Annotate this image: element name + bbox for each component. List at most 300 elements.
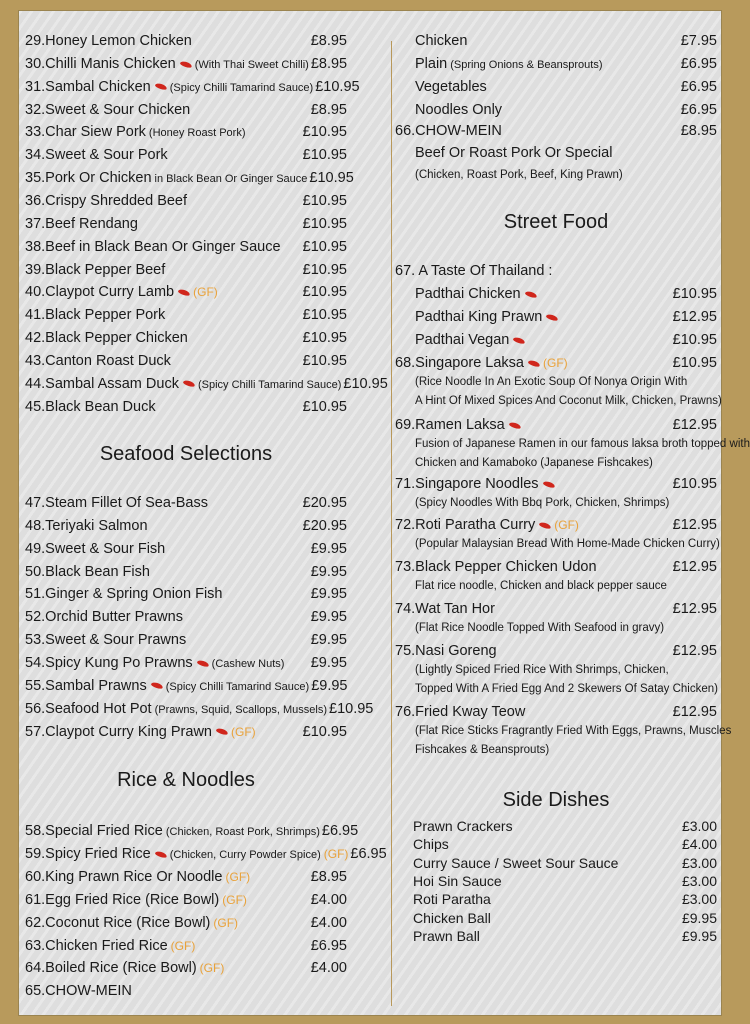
- item-name: [25, 397, 301, 417]
- menu-item: [415, 330, 717, 350]
- menu-item: [415, 307, 717, 327]
- item-price: £12.95: [672, 517, 717, 533]
- item-name: [25, 282, 301, 302]
- item-name: [25, 958, 309, 978]
- gluten-free-tag: (GF): [323, 846, 349, 861]
- item-name: [25, 493, 301, 513]
- chili-icon: [196, 659, 209, 667]
- menu-item: [25, 191, 347, 211]
- item-name: [25, 913, 309, 933]
- gluten-free-tag: (GF): [193, 285, 218, 300]
- item-name: [25, 630, 309, 650]
- item-price: £10.95: [302, 215, 347, 232]
- item-name: [415, 77, 679, 97]
- item-title: Ramen Laksa: [415, 417, 505, 433]
- column-divider: [391, 41, 392, 1006]
- item-price: £10.95: [309, 170, 354, 187]
- item66-line-text: Beef Or Roast Pork Or Special: [415, 145, 613, 161]
- item-number: 60.: [25, 868, 46, 885]
- item-title: Sweet & Sour Fish: [45, 540, 166, 557]
- menu-item: [415, 100, 717, 120]
- chili-icon: [216, 727, 229, 735]
- menu-item: [395, 599, 717, 619]
- item-price: £9.95: [310, 586, 347, 603]
- item-title: Canton Roast Duck: [45, 352, 171, 369]
- item-price: £12.95: [672, 601, 717, 617]
- menu-item: [395, 702, 717, 722]
- item-name: [25, 821, 320, 842]
- item-title: Steam Fillet Of Sea-Bass: [45, 495, 208, 511]
- item-title: Sweet & Sour Chicken: [45, 101, 191, 118]
- item-price: £10.95: [302, 723, 347, 740]
- item-price: £8.95: [310, 868, 347, 885]
- item-note: (Prawns, Squid, Scallops, Mussels): [154, 703, 327, 716]
- item-description: Fusion of Japanese Ramen in our famous laksa broth topped with: [415, 438, 750, 450]
- item-price: £6.95: [680, 78, 717, 95]
- item-price: £9.95: [310, 609, 347, 626]
- item-number: 44.: [25, 375, 46, 392]
- side-dish-name: Hoi Sin Sauce: [413, 872, 502, 889]
- item-number: 29.: [25, 33, 46, 49]
- item-title: Spicy Kung Po Prawns: [45, 654, 193, 671]
- item-price: £6.95: [680, 55, 717, 72]
- item-title: Char Siew Pork: [45, 124, 146, 141]
- item-title: Black Pepper Pork: [45, 307, 166, 324]
- item-title: CHOW-MEIN: [45, 983, 132, 1000]
- item-number: 38.: [25, 238, 46, 255]
- side-dish-item: [413, 927, 717, 945]
- item-price: £6.95: [350, 845, 387, 862]
- menu-page: [18, 10, 750, 1016]
- item-name: [395, 599, 671, 619]
- item-number: 64.: [25, 960, 46, 977]
- item-number: 72.: [395, 517, 416, 533]
- item-number: 50.: [25, 563, 46, 580]
- item-name: [25, 191, 301, 211]
- item-number: 51.: [25, 586, 46, 603]
- item-number: 59.: [25, 845, 46, 862]
- item-number: 76.: [395, 704, 416, 720]
- item-number: 48.: [25, 517, 46, 534]
- item-description: Fishcakes & Beansprouts): [415, 744, 550, 756]
- item-number: 39.: [25, 261, 46, 278]
- item-number: 33.: [25, 124, 46, 141]
- item-name: [25, 981, 345, 1001]
- item-title: Honey Lemon Chicken: [45, 33, 192, 49]
- item-price: £9.95: [310, 563, 347, 580]
- side-dish-name: Prawn Crackers: [413, 818, 513, 834]
- side-dish-price: £4.00: [681, 836, 717, 853]
- item-title: Chilli Manis Chicken: [45, 55, 176, 72]
- chili-icon: [154, 850, 167, 858]
- chili-icon: [150, 682, 163, 690]
- item-name: [25, 237, 301, 257]
- menu-item: [25, 100, 347, 120]
- item-title: Ginger & Spring Onion Fish: [45, 586, 223, 603]
- item-title: Black Pepper Chicken: [45, 330, 188, 347]
- item-title: Sambal Assam Duck: [45, 375, 179, 392]
- item-title: Nasi Goreng: [415, 643, 497, 659]
- item-number: 53.: [25, 632, 46, 649]
- item-name: [395, 641, 671, 661]
- item-number: 40.: [25, 284, 46, 301]
- item-name: [25, 54, 309, 75]
- gluten-free-tag: (GF): [225, 869, 251, 884]
- item-price: £10.95: [672, 332, 717, 348]
- item-name: [395, 474, 671, 494]
- item-name: [25, 890, 309, 910]
- menu-item: [25, 722, 347, 742]
- side-dish-item: [413, 835, 717, 853]
- item66-line: [415, 143, 717, 163]
- item-name: [415, 284, 671, 304]
- item-price: £12.95: [672, 559, 717, 575]
- menu-item: [25, 981, 347, 1001]
- menu-item: [395, 557, 717, 577]
- item-description: (Lightly Spiced Fried Rice With Shrimps, Chicken,: [415, 664, 669, 676]
- gluten-free-tag: (GF): [231, 724, 256, 739]
- item-description: A Hint Of Mixed Spices And Coconut Milk, Chicken, Prawns): [415, 395, 722, 407]
- menu-item: [25, 77, 360, 97]
- item-price: £10.95: [672, 355, 717, 371]
- street-food-heading: Street Food: [503, 211, 609, 233]
- item-name: [25, 31, 309, 51]
- item-name: [395, 353, 671, 373]
- menu-item: [395, 474, 717, 494]
- side-dishes-heading: Side Dishes: [502, 789, 610, 811]
- item-price: £10.95: [672, 286, 717, 302]
- menu-item: [25, 676, 347, 696]
- item-title: Beef Rendang: [45, 215, 138, 232]
- item-number: 41.: [25, 307, 46, 324]
- item-title: Singapore Laksa: [415, 355, 524, 371]
- item-price: £10.95: [302, 352, 347, 369]
- item-price: £8.95: [310, 101, 347, 118]
- item-name: [395, 121, 679, 141]
- chili-icon: [178, 288, 191, 296]
- item-number: 31.: [25, 78, 46, 95]
- item-note: (Honey Roast Pork): [148, 127, 246, 140]
- menu-item: [415, 31, 717, 51]
- item-number: 73.: [395, 559, 416, 575]
- item-number: 30.: [25, 55, 46, 72]
- item-name: [25, 844, 348, 865]
- item-note: in Black Bean Or Ginger Sauce: [154, 173, 308, 186]
- side-dish-name: Prawn Ball: [413, 927, 480, 944]
- item-note: (Cashew Nuts): [211, 657, 285, 670]
- item-title: Teriyaki Salmon: [45, 517, 148, 534]
- menu-item: [25, 493, 347, 513]
- item-number: 71.: [395, 476, 416, 492]
- item-price: £8.95: [310, 55, 348, 72]
- item-description: (Rice Noodle In An Exotic Soup Of Nonya Origin With: [415, 376, 688, 388]
- item-name: [25, 562, 309, 582]
- item-title: Claypot Curry Lamb: [45, 284, 175, 301]
- item67-text: 67. A Taste Of Thailand :: [395, 263, 553, 279]
- chili-icon: [179, 60, 192, 68]
- item-title: Roti Paratha Curry: [415, 517, 536, 533]
- item-number: 58.: [25, 823, 46, 839]
- item-title: Wat Tan Hor: [415, 601, 495, 617]
- item-price: £10.95: [302, 307, 347, 324]
- item-description: (Popular Malaysian Bread With Home-Made Chicken Curry): [415, 538, 720, 550]
- item-price: £10.95: [302, 192, 347, 209]
- side-dish-price: £3.00: [681, 854, 717, 871]
- menu-item: [25, 282, 347, 302]
- item-name: [25, 260, 301, 280]
- item-name: [415, 54, 679, 75]
- item-name: [25, 214, 301, 234]
- item-title: Padthai Chicken: [415, 286, 521, 302]
- menu-item: [25, 607, 347, 627]
- item-name: [415, 330, 671, 350]
- item-title: Singapore Noodles: [415, 476, 539, 492]
- item-price: £10.95: [302, 261, 347, 278]
- item-title: Crispy Shredded Beef: [45, 192, 188, 209]
- menu-item: [25, 584, 347, 604]
- item-name: [25, 122, 301, 143]
- item-title: Spicy Fried Rice: [45, 845, 151, 862]
- item-title: Sambal Chicken: [45, 78, 151, 95]
- side-dish-item: [413, 817, 717, 835]
- item-name: [395, 557, 671, 577]
- side-dish-price: £3.00: [681, 891, 717, 908]
- gluten-free-tag: (GF): [199, 961, 225, 976]
- item-number: 75.: [395, 643, 416, 659]
- item-name: [25, 699, 327, 720]
- item-name: [25, 676, 309, 697]
- item-price: £10.95: [329, 700, 374, 717]
- side-dish-name: Chicken Ball: [413, 909, 491, 926]
- item-name: [25, 305, 301, 325]
- item-name: [25, 936, 309, 956]
- chili-icon: [182, 380, 195, 388]
- item-description: Topped With A Fried Egg And 2 Skewers Of Satay Chicken): [415, 683, 718, 695]
- item-title: Black Bean Fish: [45, 563, 150, 580]
- item-price: £6.95: [321, 823, 359, 839]
- chili-icon: [154, 83, 167, 91]
- item-note: (Chicken, Roast Pork, Shrimps): [165, 826, 320, 838]
- item-name: [25, 328, 301, 348]
- item-title: Vegetables: [415, 78, 487, 95]
- item-note: (Spicy Chilli Tamarind Sauce): [165, 680, 310, 693]
- item-title: Boiled Rice (Rice Bowl): [45, 960, 197, 977]
- menu-item: [395, 515, 717, 535]
- menu-item: [25, 168, 354, 188]
- item-price: £4.00: [310, 891, 347, 908]
- item-note: (Spicy Chilli Tamarind Sauce): [169, 81, 314, 94]
- item-title: Special Fried Rice: [45, 823, 163, 839]
- item-title: Chicken Fried Rice: [45, 937, 168, 954]
- menu-item: [25, 397, 347, 417]
- menu-item: [25, 122, 347, 142]
- menu-item: [25, 844, 387, 864]
- menu-item: [25, 54, 347, 74]
- item-number: 68.: [395, 355, 416, 371]
- gluten-free-tag: (GF): [554, 518, 579, 532]
- item-name: [25, 539, 309, 559]
- side-dish-price: £9.95: [681, 927, 717, 944]
- menu-item: [25, 516, 347, 536]
- item66-note: (Chicken, Roast Pork, Beef, King Prawn): [415, 169, 623, 181]
- side-dish-item: [413, 890, 717, 908]
- item-name: [415, 307, 671, 327]
- item-name: [25, 584, 309, 604]
- chili-icon: [513, 336, 526, 344]
- menu-item: [25, 821, 359, 841]
- seafood-heading: Seafood Selections: [99, 443, 273, 465]
- item-price: £10.95: [672, 476, 717, 492]
- item-price: £9.95: [310, 654, 347, 671]
- gluten-free-tag: (GF): [543, 356, 568, 370]
- item-name: [415, 100, 679, 120]
- rice-noodles-heading: Rice & Noodles: [117, 769, 255, 791]
- item-title: Sweet & Sour Pork: [45, 147, 168, 164]
- gluten-free-tag: (GF): [222, 892, 247, 907]
- item-number: 63.: [25, 937, 46, 954]
- item-name: [395, 415, 671, 435]
- menu-item: [415, 284, 717, 304]
- side-dish-name: Roti Paratha: [413, 891, 491, 908]
- menu-item: [25, 890, 347, 910]
- item-number: 37.: [25, 215, 46, 232]
- menu-item: [395, 415, 717, 435]
- gluten-free-tag: (GF): [213, 915, 239, 930]
- side-dish-item: [413, 909, 717, 927]
- menu-item: [25, 374, 388, 394]
- item-price: £10.95: [315, 78, 360, 95]
- menu-item: [25, 305, 347, 325]
- menu-item: [25, 562, 347, 582]
- item-price: £10.95: [302, 284, 347, 301]
- item-name: [25, 653, 309, 674]
- item-title: Black Pepper Beef: [45, 261, 166, 278]
- item-number: 49.: [25, 540, 46, 557]
- item-title: Sweet & Sour Prawns: [45, 632, 187, 649]
- menu-item: [25, 867, 347, 887]
- menu-item: [25, 260, 347, 280]
- item-price: £12.95: [672, 309, 717, 325]
- menu-item: [395, 353, 717, 373]
- chili-icon: [508, 421, 521, 429]
- side-dish-name: Curry Sauce / Sweet Sour Sauce: [413, 854, 619, 871]
- item-title: Fried Kway Teow: [415, 704, 526, 720]
- gluten-free-tag: (GF): [170, 938, 196, 953]
- item-price: £4.00: [310, 960, 347, 977]
- item-title: Noodles Only: [415, 101, 503, 118]
- item-price: £10.95: [302, 398, 347, 415]
- side-dish-price: £3.00: [681, 872, 717, 889]
- item-note: (Spicy Chilli Tamarind Sauce): [197, 378, 342, 391]
- item-name: [25, 867, 309, 887]
- menu-item: [25, 328, 347, 348]
- item-name: [395, 702, 671, 722]
- item-number: 65.: [25, 983, 46, 1000]
- item-number: 66.: [395, 123, 416, 139]
- item-price: £10.95: [302, 330, 347, 347]
- item-title: Seafood Hot Pot: [45, 700, 152, 717]
- menu-item: [415, 54, 717, 74]
- item-number: 47.: [25, 495, 46, 511]
- item-description: (Spicy Noodles With Bbq Pork, Chicken, Shrimps): [415, 497, 670, 509]
- item-price: £10.95: [302, 238, 347, 255]
- menu-item: [25, 214, 347, 234]
- menu-item: [25, 237, 347, 257]
- menu-item: [395, 641, 717, 661]
- side-dish-item: [413, 854, 717, 872]
- chili-icon: [546, 313, 559, 321]
- item-price: £6.95: [680, 101, 717, 118]
- item-title: Coconut Rice (Rice Bowl): [45, 914, 211, 931]
- item-description: (Flat Rice Sticks Fragrantly Fried With Eggs, Prawns, Muscles: [415, 725, 732, 737]
- chili-icon: [539, 521, 552, 529]
- item-price: £20.95: [302, 495, 347, 511]
- chili-icon: [524, 290, 537, 298]
- item-title: Claypot Curry King Prawn: [45, 723, 212, 740]
- chili-icon: [528, 359, 541, 367]
- menu-item: [395, 121, 717, 141]
- menu-item: [25, 958, 347, 978]
- menu-item: [25, 699, 374, 719]
- side-dish-name: Chips: [413, 836, 449, 853]
- item-price: £7.95: [680, 33, 717, 49]
- item-title: Padthai Vegan: [415, 332, 510, 348]
- side-dish-item: [413, 872, 717, 890]
- item-name: [25, 100, 309, 120]
- item-name: [415, 31, 679, 51]
- item-note: (Chicken, Curry Powder Spice): [169, 848, 321, 861]
- item-name: [25, 77, 313, 98]
- item-title: Pork Or Chicken: [45, 170, 152, 187]
- item-description: (Flat Rice Noodle Topped With Seafood in gravy): [415, 622, 665, 634]
- item-price: £8.95: [310, 33, 347, 49]
- item-price: £10.95: [302, 147, 347, 164]
- item-number: 34.: [25, 147, 46, 164]
- item-title: Orchid Butter Prawns: [45, 609, 183, 626]
- item-name: [395, 515, 671, 535]
- item-price: £12.95: [672, 643, 717, 659]
- item-title: King Prawn Rice Or Noodle: [45, 868, 223, 885]
- item67: [395, 261, 717, 281]
- item-name: [25, 145, 301, 165]
- item-number: 42.: [25, 330, 46, 347]
- item-name: [25, 351, 301, 371]
- menu-item: [25, 145, 347, 165]
- menu-item: [25, 936, 347, 956]
- item-number: 61.: [25, 891, 46, 908]
- item-title: Chicken: [415, 33, 468, 49]
- item-title: Plain: [415, 55, 448, 72]
- item-description: Chicken and Kamaboko (Japanese Fishcakes): [415, 457, 653, 469]
- item-price: £6.95: [310, 937, 347, 954]
- item-number: 52.: [25, 609, 46, 626]
- menu-item: [25, 913, 347, 933]
- item-title: Padthai King Prawn: [415, 309, 543, 325]
- item-price: £9.95: [310, 540, 347, 557]
- chili-icon: [542, 480, 555, 488]
- item-price: £4.00: [310, 914, 347, 931]
- item-number: 54.: [25, 654, 46, 671]
- item-title: Egg Fried Rice (Rice Bowl): [45, 891, 220, 908]
- item-price: £12.95: [672, 417, 717, 433]
- item-name: [25, 607, 309, 627]
- menu-item: [25, 630, 347, 650]
- item-title: CHOW-MEIN: [415, 123, 502, 139]
- item-number: 45.: [25, 398, 46, 415]
- item-description: Flat rice noodle, Chicken and black pepper sauce: [415, 580, 667, 592]
- item-price: £20.95: [302, 517, 347, 534]
- item-number: 35.: [25, 170, 46, 187]
